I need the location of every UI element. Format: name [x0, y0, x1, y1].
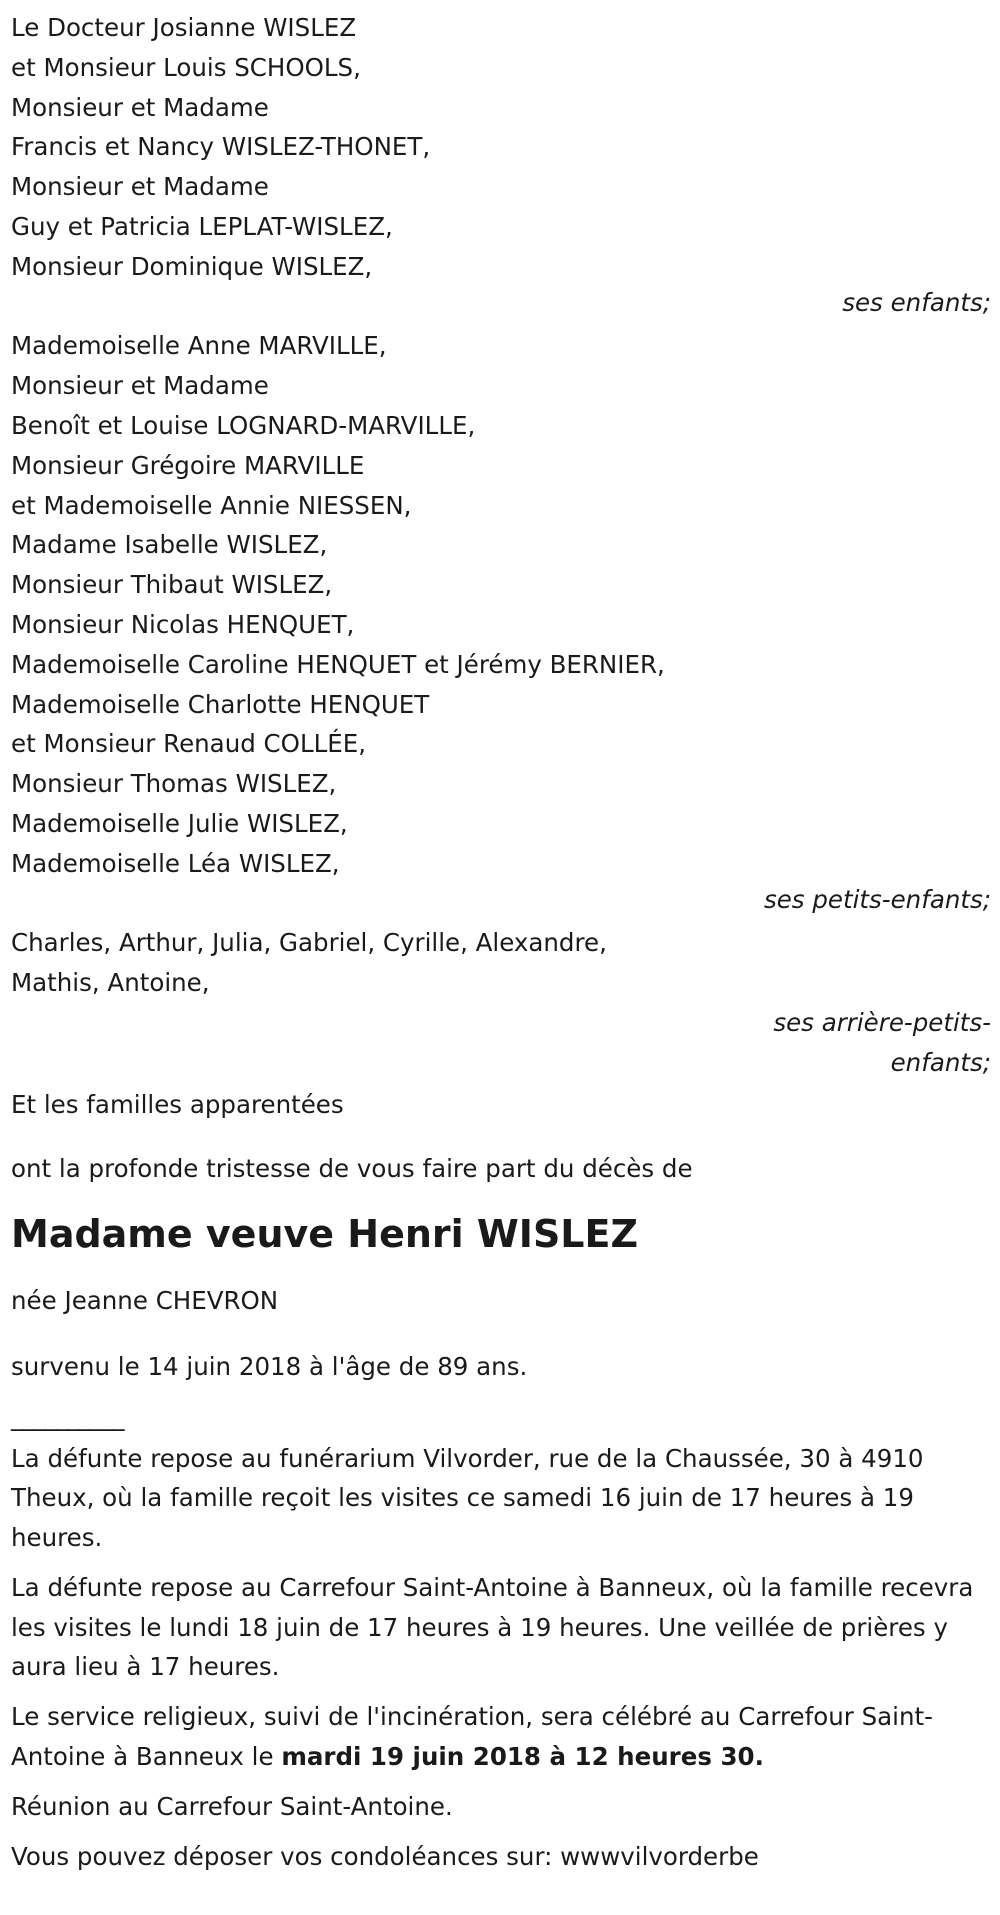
great-grandchildren-line-2: Mathis, Antoine, [11, 968, 210, 998]
grandchildren-role-label: ses petits-enfants; [763, 884, 991, 914]
families-line: Et les familles apparentées [11, 1089, 344, 1119]
grandchildren-line-4: Monsieur Grégoire MARVILLE [11, 450, 365, 480]
grandchildren-line-9: Mademoiselle Caroline HENQUET et Jérémy BERNIER, [11, 649, 665, 679]
children-line-1: Le Docteur Josianne WISLEZ [11, 13, 357, 42]
children-line-3: Monsieur et Madame [11, 92, 269, 122]
death-date: survenu le 14 juin 2018 à l'âge de 89 ans. [11, 1351, 528, 1381]
grandchildren-line-7: Monsieur Thibaut WISLEZ, [11, 570, 333, 600]
grandchildren-line-10: Mademoiselle Charlotte HENQUET [11, 689, 430, 719]
separator: __________ [11, 1401, 124, 1431]
reunion-paragraph: Réunion au Carrefour Saint-Antoine. [11, 1791, 453, 1821]
grandchildren-section [11, 326, 990, 919]
children-section [11, 8, 990, 322]
service-text: Le service religieux, suivi de l'incinération, sera célébré au Carrefour Saint-Antoine à Banneux le [11, 1702, 933, 1772]
grandchildren-line-2: Monsieur et Madame [11, 371, 269, 401]
maiden-name: née Jeanne CHEVRON [11, 1286, 279, 1316]
grandchildren-line-6: Madame Isabelle WISLEZ, [11, 530, 328, 560]
grandchildren-line-8: Monsieur Nicolas HENQUET, [11, 609, 355, 639]
children-line-5: Monsieur et Madame [11, 172, 269, 202]
grandchildren-line-12: Monsieur Thomas WISLEZ, [11, 769, 337, 799]
grandchildren-line-14: Mademoiselle Léa WISLEZ, [11, 848, 340, 878]
condolences-paragraph: Vous pouvez déposer vos condoléances sur: wwwvilvorderbe [11, 1841, 759, 1871]
deceased-name: Madame veuve Henri WISLEZ [11, 1212, 639, 1257]
grandchildren-line-1: Mademoiselle Anne MARVILLE, [11, 331, 387, 361]
great-grandchildren-role-label-1: ses arrière-petits- [773, 1007, 991, 1037]
children-line-2: et Monsieur Louis SCHOOLS, [11, 52, 361, 82]
great-grandchildren-role-label-2: enfants; [890, 1047, 991, 1077]
great-grandchildren-section [11, 923, 990, 1082]
grandchildren-line-13: Mademoiselle Julie WISLEZ, [11, 808, 348, 838]
great-grandchildren-line-1: Charles, Arthur, Julia, Gabriel, Cyrille, Alexandre, [11, 928, 607, 958]
children-role-label: ses enfants; [842, 287, 991, 317]
funerarium-paragraph: La défunte repose au funérarium Vilvorder, rue de la Chaussée, 30 à 4910 Theux, où la famille reçoit les visites ce samedi 16 juin de 17 heures à 19 heures. [11, 1443, 924, 1553]
service-paragraph [11, 1697, 986, 1777]
grandchildren-line-11: et Monsieur Renaud COLLÉE, [11, 729, 366, 759]
children-line-7: Monsieur Dominique WISLEZ, [11, 251, 373, 281]
grandchildren-line-5: et Mademoiselle Annie NIESSEN, [11, 490, 412, 520]
carrefour-paragraph: La défunte repose au Carrefour Saint-Antoine à Banneux, où la famille recevra les visites le lundi 18 juin de 17 heures à 19 heures. Une veillée de prières y aura lieu à 17 heures. [11, 1572, 974, 1682]
announcement-line: ont la profonde tristesse de vous faire part du décès de [11, 1154, 693, 1184]
children-line-4: Francis et Nancy WISLEZ-THONET, [11, 132, 431, 162]
children-line-6: Guy et Patricia LEPLAT-WISLEZ, [11, 211, 393, 241]
grandchildren-line-3: Benoît et Louise LOGNARD-MARVILLE, [11, 410, 476, 440]
service-date: mardi 19 juin 2018 à 12 heures 30. [281, 1742, 764, 1772]
